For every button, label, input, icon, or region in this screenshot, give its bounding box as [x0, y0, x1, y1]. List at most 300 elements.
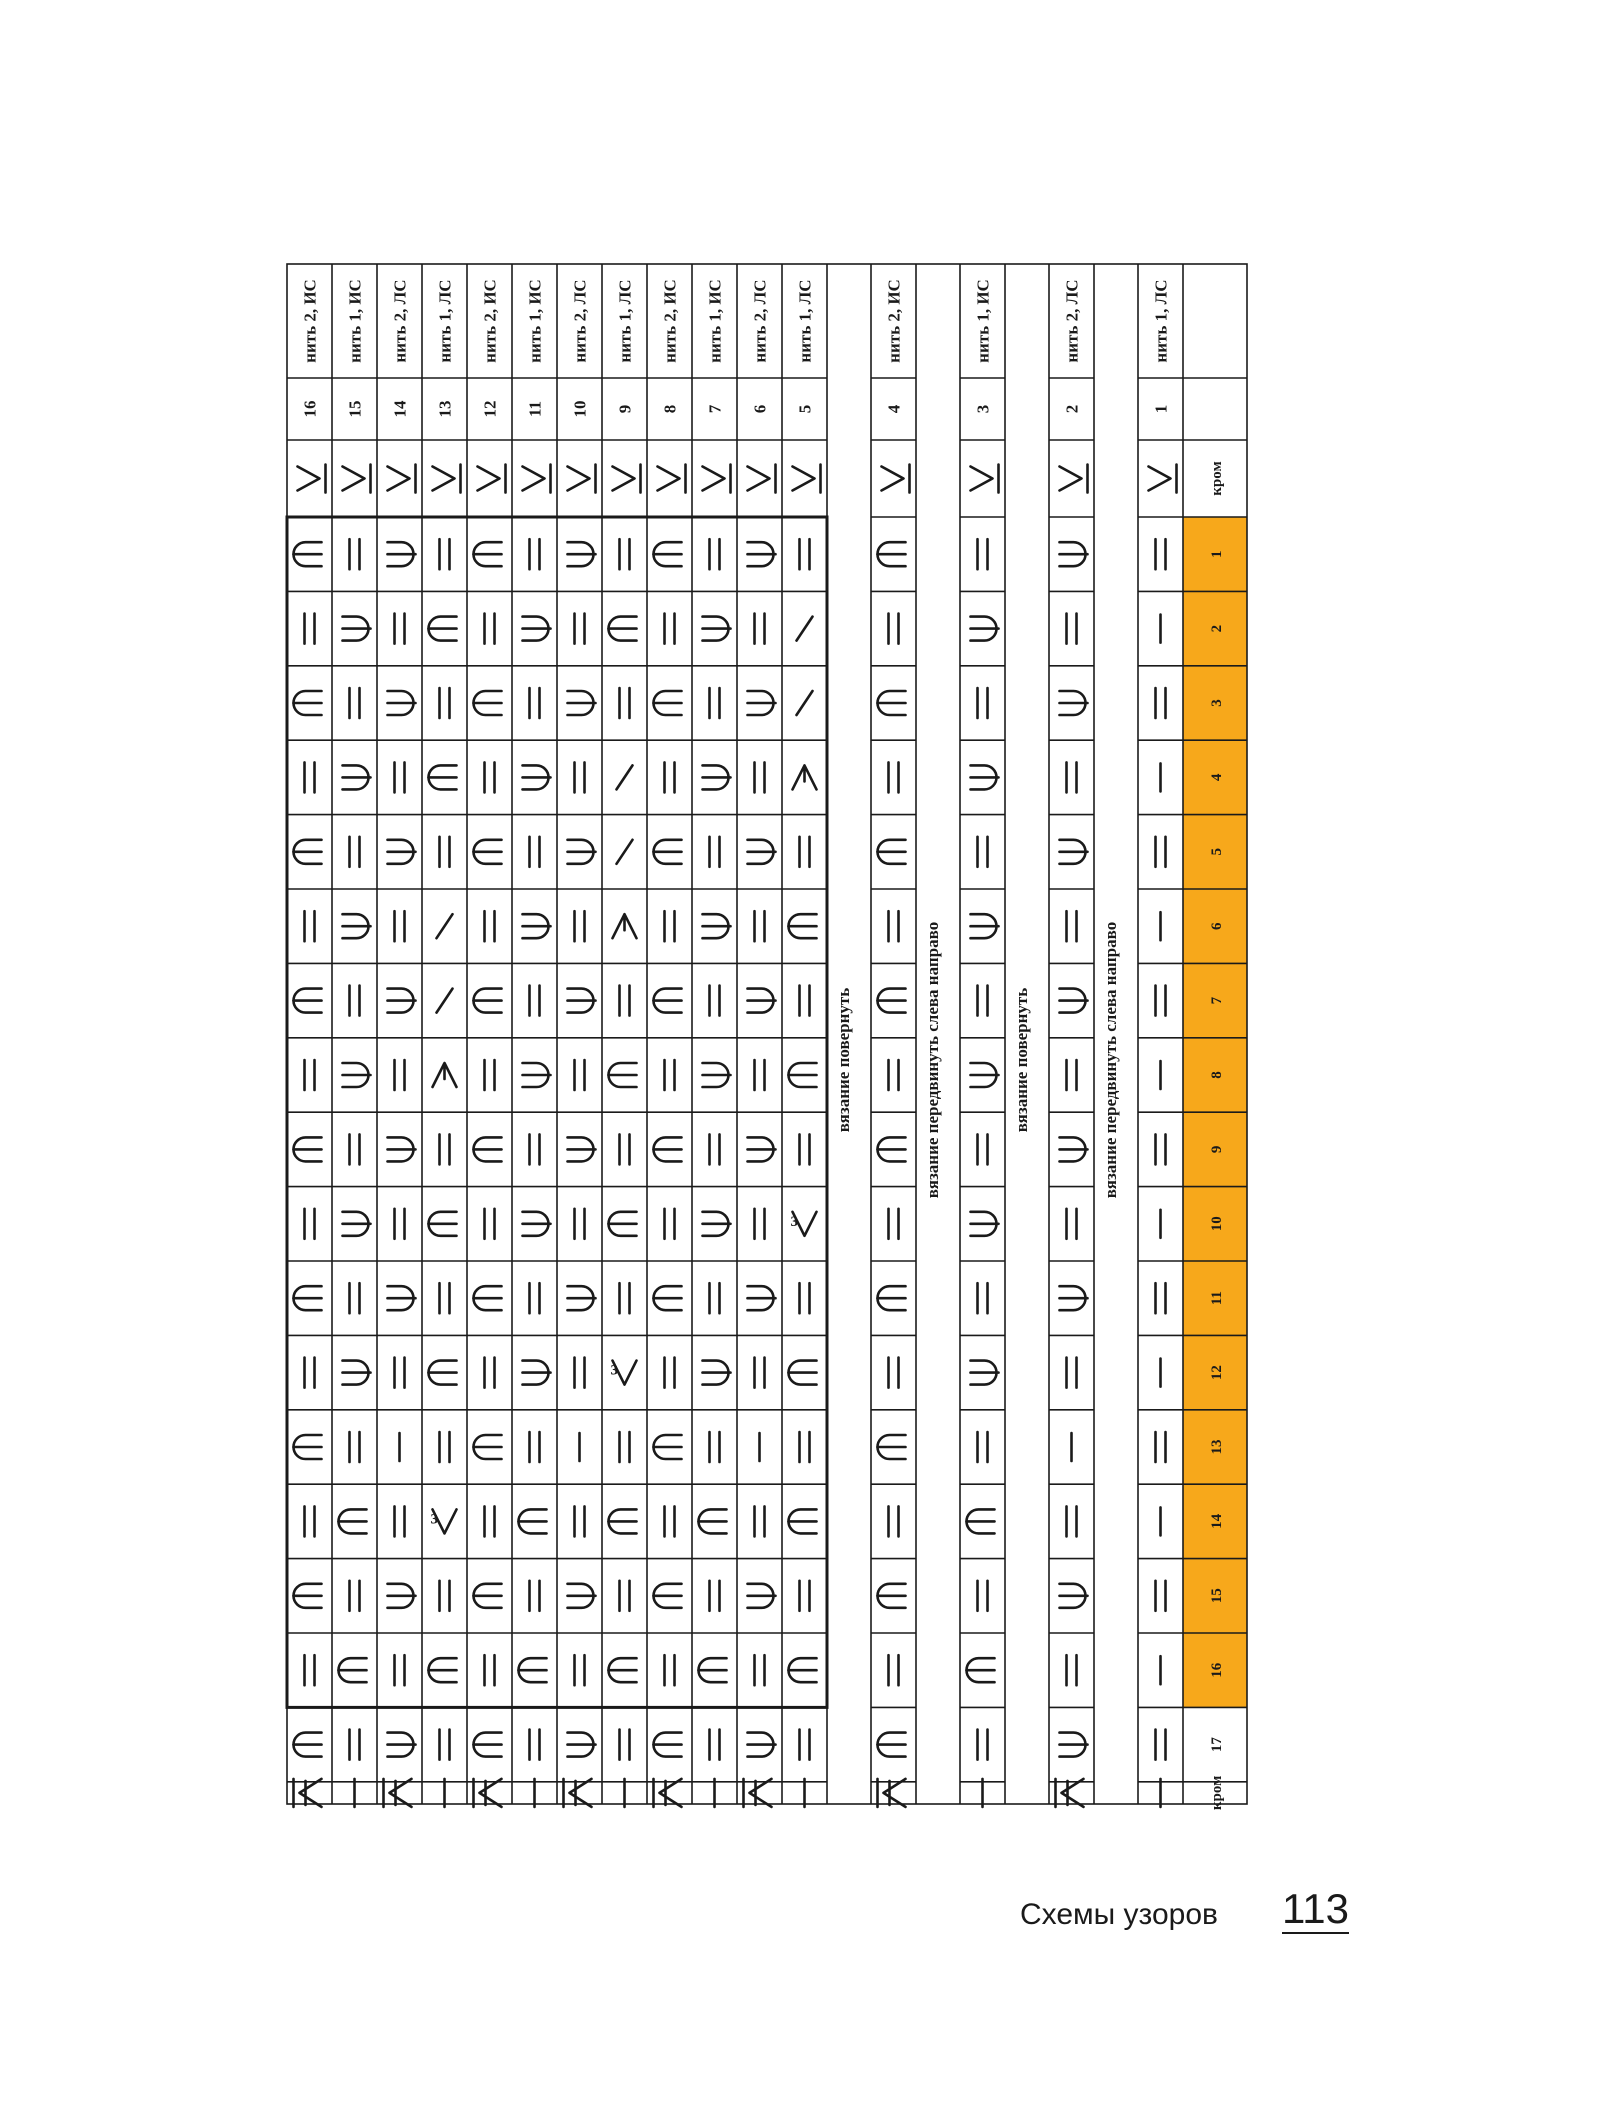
tuck-rib-symbol	[568, 1286, 596, 1310]
increase-symbol	[791, 1212, 817, 1236]
row-number: 12	[480, 400, 500, 418]
knit-symbol	[350, 1581, 360, 1611]
tuck-rib-symbol	[388, 1286, 416, 1310]
tuck-symbol	[878, 840, 906, 864]
knit-symbol	[395, 911, 405, 941]
svg-text:3: 3	[610, 1362, 618, 1379]
knit-symbol	[665, 1358, 675, 1388]
tuck-rib-symbol	[523, 1361, 551, 1385]
tuck-symbol	[429, 617, 457, 641]
tuck-symbol	[878, 1733, 906, 1757]
tuck-rib-symbol	[703, 914, 731, 938]
knit-symbol	[978, 986, 988, 1016]
knit-symbol	[800, 1432, 810, 1462]
row-number: 7	[705, 404, 725, 414]
knit-symbol	[575, 762, 585, 792]
tuck-symbol	[609, 1063, 637, 1087]
row-number: 5	[795, 404, 815, 414]
tuck-rib-symbol	[748, 1584, 776, 1608]
tuck-rib-symbol	[343, 1063, 371, 1087]
chart-grid	[287, 264, 1247, 1810]
tuck-symbol	[294, 1733, 322, 1757]
tuck-symbol	[789, 1063, 817, 1087]
knit-symbol	[978, 1432, 988, 1462]
knit-symbol	[755, 1209, 765, 1239]
tuck-symbol	[654, 1584, 682, 1608]
tuck-rib-symbol	[568, 542, 596, 566]
tuck-symbol	[878, 542, 906, 566]
knit-symbol	[575, 614, 585, 644]
tuck-rib-symbol	[343, 914, 371, 938]
tuck-symbol	[294, 840, 322, 864]
knit-symbol	[710, 1134, 720, 1164]
knit-symbol	[1067, 762, 1077, 792]
knit-symbol	[530, 539, 540, 569]
knit-symbol	[485, 1655, 495, 1685]
tuck-symbol	[654, 1286, 682, 1310]
tuck-rib-symbol	[1060, 691, 1088, 715]
tuck-symbol	[609, 1509, 637, 1533]
knit-symbol	[350, 688, 360, 718]
column-number: 14	[1209, 1513, 1225, 1529]
column-number: 13	[1209, 1439, 1225, 1455]
row-thread-label: нить 1, ИС	[705, 279, 725, 363]
transfer-symbol	[437, 989, 453, 1013]
knit-symbol	[665, 1060, 675, 1090]
tuck-symbol	[654, 1137, 682, 1161]
knit-symbol	[440, 1134, 450, 1164]
knit-symbol	[620, 688, 630, 718]
tuck-rib-symbol	[523, 1212, 551, 1236]
tuck-symbol	[474, 691, 502, 715]
tuck-symbol	[429, 1212, 457, 1236]
row-thread-label: нить 1, ЛС	[615, 279, 635, 363]
tuck-rib-symbol	[971, 617, 999, 641]
tuck-rib-symbol	[388, 691, 416, 715]
knit-symbol	[530, 986, 540, 1016]
tuck-rib-symbol	[971, 1063, 999, 1087]
edge-slip-symbol	[388, 465, 416, 493]
knit-symbol	[575, 1655, 585, 1685]
tuck-symbol	[294, 1584, 322, 1608]
knit-symbol	[485, 911, 495, 941]
row-thread-label: нить 1, ЛС	[435, 279, 455, 363]
row-number: 1	[1151, 404, 1171, 414]
increase-symbol	[611, 1361, 637, 1385]
knit-symbol	[710, 1581, 720, 1611]
tuck-symbol	[789, 1509, 817, 1533]
tuck-symbol	[609, 1212, 637, 1236]
tuck-symbol	[474, 989, 502, 1013]
knit-symbol	[889, 762, 899, 792]
knit-symbol	[575, 911, 585, 941]
knit-symbol	[395, 1209, 405, 1239]
tuck-rib-symbol	[523, 765, 551, 789]
edge-knit-symbol	[474, 1779, 502, 1807]
row-thread-label: нить 1, ИС	[525, 279, 545, 363]
knit-symbol	[440, 837, 450, 867]
knit-symbol	[1067, 911, 1077, 941]
tuck-rib-symbol	[703, 1063, 731, 1087]
knit-symbol	[620, 1581, 630, 1611]
tuck-rib-symbol	[971, 914, 999, 938]
row-thread-label: нить 2, ИС	[300, 279, 320, 363]
edge-label-top: кром	[1209, 461, 1225, 496]
tuck-rib-symbol	[343, 1361, 371, 1385]
tuck-symbol	[429, 765, 457, 789]
knit-symbol	[350, 837, 360, 867]
knit-symbol	[395, 1506, 405, 1536]
tuck-symbol	[294, 1286, 322, 1310]
row-thread-label: нить 1, ЛС	[795, 279, 815, 363]
tuck-rib-symbol	[748, 542, 776, 566]
knit-symbol	[665, 1655, 675, 1685]
knit-symbol	[575, 1060, 585, 1090]
knit-symbol	[305, 1209, 315, 1239]
knit-symbol	[350, 1730, 360, 1760]
row-thread-label: нить 1, ЛС	[1151, 279, 1171, 363]
knit-symbol	[978, 1581, 988, 1611]
column-number: 7	[1209, 996, 1225, 1005]
knit-symbol	[1156, 986, 1166, 1016]
column-number: 8	[1209, 1071, 1225, 1079]
knit-symbol	[395, 1358, 405, 1388]
tuck-rib-symbol	[748, 1286, 776, 1310]
knit-symbol	[305, 911, 315, 941]
row-number: 11	[525, 400, 545, 418]
instruction-note: вязание передвинуть слева направо	[923, 921, 942, 1199]
knit-symbol	[440, 539, 450, 569]
column-number: 9	[1209, 1145, 1225, 1154]
knit-symbol	[305, 762, 315, 792]
tuck-symbol	[474, 840, 502, 864]
decrease-symbol	[793, 765, 817, 789]
tuck-rib-symbol	[971, 1212, 999, 1236]
row-number: 4	[884, 404, 904, 414]
knit-symbol	[1067, 614, 1077, 644]
edge-knit-symbol	[564, 1779, 592, 1807]
row-thread-label: нить 2, ЛС	[570, 279, 590, 363]
column-number: 1	[1209, 550, 1225, 558]
knit-symbol	[395, 614, 405, 644]
tuck-rib-symbol	[568, 691, 596, 715]
tuck-rib-symbol	[1060, 542, 1088, 566]
tuck-rib-symbol	[523, 914, 551, 938]
knit-symbol	[530, 837, 540, 867]
row-number: 13	[435, 400, 455, 418]
knit-symbol	[395, 1655, 405, 1685]
tuck-symbol	[429, 1361, 457, 1385]
tuck-symbol	[294, 691, 322, 715]
knit-symbol	[1067, 1655, 1077, 1685]
tuck-rib-symbol	[523, 617, 551, 641]
knit-symbol	[1067, 1060, 1077, 1090]
knit-symbol	[485, 1060, 495, 1090]
knit-symbol	[889, 1506, 899, 1536]
transfer-symbol	[617, 840, 633, 864]
edge-slip-symbol	[433, 465, 461, 493]
row-number: 8	[660, 404, 680, 414]
knit-symbol	[755, 1358, 765, 1388]
tuck-symbol	[878, 989, 906, 1013]
tuck-symbol	[339, 1509, 367, 1533]
tuck-symbol	[699, 1509, 727, 1533]
tuck-rib-symbol	[568, 840, 596, 864]
knit-symbol	[575, 1358, 585, 1388]
knit-symbol	[440, 1730, 450, 1760]
knit-symbol	[710, 837, 720, 867]
knit-symbol	[665, 1209, 675, 1239]
knit-symbol	[800, 1283, 810, 1313]
knit-symbol	[665, 614, 675, 644]
column-number: 16	[1209, 1662, 1225, 1678]
transfer-symbol	[797, 691, 813, 715]
tuck-rib-symbol	[748, 989, 776, 1013]
row-number: 6	[750, 404, 770, 414]
knit-symbol	[889, 614, 899, 644]
tuck-symbol	[878, 1435, 906, 1459]
column-number: 3	[1209, 699, 1225, 707]
tuck-symbol	[878, 691, 906, 715]
knit-symbol	[800, 1581, 810, 1611]
tuck-symbol	[294, 989, 322, 1013]
knit-symbol	[710, 688, 720, 718]
tuck-symbol	[654, 691, 682, 715]
tuck-symbol	[474, 1137, 502, 1161]
column-number: 15	[1209, 1588, 1225, 1604]
knit-symbol	[978, 1283, 988, 1313]
tuck-symbol	[699, 1658, 727, 1682]
tuck-rib-symbol	[388, 542, 416, 566]
edge-label-bottom: кром	[1209, 1775, 1225, 1811]
knit-symbol	[1156, 1134, 1166, 1164]
knit-symbol	[889, 911, 899, 941]
knit-symbol	[800, 1730, 810, 1760]
tuck-symbol	[474, 1584, 502, 1608]
tuck-symbol	[474, 1435, 502, 1459]
tuck-rib-symbol	[1060, 840, 1088, 864]
svg-text:3: 3	[790, 1213, 798, 1230]
transfer-symbol	[437, 914, 453, 938]
tuck-symbol	[789, 1658, 817, 1682]
row-number: 10	[570, 400, 590, 418]
tuck-rib-symbol	[1060, 989, 1088, 1013]
page-number: 113	[1282, 1885, 1349, 1932]
tuck-symbol	[339, 1658, 367, 1682]
tuck-symbol	[474, 1733, 502, 1757]
row-number: 16	[300, 400, 320, 418]
knit-symbol	[978, 688, 988, 718]
svg-text:3: 3	[430, 1511, 438, 1528]
row-thread-label: нить 1, ИС	[345, 279, 365, 363]
tuck-rib-symbol	[1060, 1733, 1088, 1757]
row-number: 14	[390, 400, 410, 418]
knit-symbol	[485, 1358, 495, 1388]
tuck-symbol	[878, 1584, 906, 1608]
tuck-rib-symbol	[568, 1584, 596, 1608]
tuck-rib-symbol	[388, 1584, 416, 1608]
column-number: 2	[1209, 624, 1225, 633]
knit-symbol	[755, 1506, 765, 1536]
knit-symbol	[1156, 1432, 1166, 1462]
knit-symbol	[1156, 1283, 1166, 1313]
edge-knit-symbol	[1056, 1779, 1084, 1807]
knit-symbol	[755, 911, 765, 941]
knit-symbol	[575, 1506, 585, 1536]
knit-symbol	[800, 837, 810, 867]
knit-symbol	[530, 1581, 540, 1611]
knit-symbol	[800, 539, 810, 569]
knit-symbol	[620, 539, 630, 569]
edge-slip-symbol	[703, 465, 731, 493]
instruction-note: вязание передвинуть слева направо	[1101, 921, 1120, 1199]
tuck-rib-symbol	[703, 1361, 731, 1385]
tuck-rib-symbol	[971, 765, 999, 789]
tuck-symbol	[654, 542, 682, 566]
column-number: 6	[1209, 922, 1225, 930]
tuck-rib-symbol	[388, 1733, 416, 1757]
knit-symbol	[620, 1134, 630, 1164]
knit-symbol	[1156, 1581, 1166, 1611]
knit-symbol	[350, 1432, 360, 1462]
edge-slip-symbol	[1149, 465, 1177, 493]
column-number: 11	[1209, 1291, 1225, 1306]
knit-symbol	[710, 1730, 720, 1760]
tuck-symbol	[878, 1137, 906, 1161]
tuck-rib-symbol	[748, 840, 776, 864]
edge-slip-symbol	[882, 465, 910, 493]
tuck-rib-symbol	[343, 617, 371, 641]
knit-symbol	[978, 837, 988, 867]
knit-symbol	[1156, 1730, 1166, 1760]
knit-symbol	[1067, 1209, 1077, 1239]
tuck-rib-symbol	[703, 765, 731, 789]
knit-symbol	[1156, 539, 1166, 569]
tuck-symbol	[789, 914, 817, 938]
tuck-symbol	[609, 617, 637, 641]
knit-symbol	[710, 539, 720, 569]
knit-symbol	[530, 1730, 540, 1760]
knit-symbol	[889, 1060, 899, 1090]
knit-symbol	[978, 539, 988, 569]
tuck-rib-symbol	[748, 1733, 776, 1757]
edge-slip-symbol	[568, 465, 596, 493]
knit-symbol	[710, 1432, 720, 1462]
tuck-rib-symbol	[388, 840, 416, 864]
column-number: 5	[1209, 848, 1225, 856]
knit-symbol	[485, 762, 495, 792]
knit-symbol	[620, 1432, 630, 1462]
instruction-note: вязание повернуть	[1012, 987, 1031, 1133]
column-number: 10	[1209, 1216, 1225, 1232]
knit-symbol	[440, 688, 450, 718]
knit-symbol	[1067, 1358, 1077, 1388]
tuck-symbol	[519, 1509, 547, 1533]
instruction-note: вязание повернуть	[834, 987, 853, 1133]
row-thread-label: нить 2, ЛС	[750, 279, 770, 363]
knit-symbol	[485, 1506, 495, 1536]
edge-slip-symbol	[478, 465, 506, 493]
tuck-rib-symbol	[748, 691, 776, 715]
edge-knit-symbol	[878, 1779, 906, 1807]
edge-slip-symbol	[613, 465, 641, 493]
knit-symbol	[665, 911, 675, 941]
knit-symbol	[710, 1283, 720, 1313]
row-number: 9	[615, 404, 635, 414]
tuck-symbol	[654, 840, 682, 864]
edge-slip-symbol	[1060, 465, 1088, 493]
row-thread-label: нить 2, ИС	[660, 279, 680, 363]
knit-symbol	[620, 1283, 630, 1313]
edge-knit-symbol	[384, 1779, 412, 1807]
tuck-rib-symbol	[568, 1137, 596, 1161]
knit-symbol	[305, 1358, 315, 1388]
knit-symbol	[665, 1506, 675, 1536]
tuck-rib-symbol	[971, 1361, 999, 1385]
knit-symbol	[1067, 1506, 1077, 1536]
knit-symbol	[620, 986, 630, 1016]
knit-symbol	[530, 688, 540, 718]
tuck-rib-symbol	[343, 1212, 371, 1236]
tuck-symbol	[519, 1658, 547, 1682]
transfer-symbol	[617, 765, 633, 789]
knit-symbol	[1156, 837, 1166, 867]
row-number: 2	[1062, 404, 1082, 414]
knit-symbol	[530, 1283, 540, 1313]
tuck-rib-symbol	[568, 1733, 596, 1757]
knit-symbol	[305, 1060, 315, 1090]
edge-slip-symbol	[658, 465, 686, 493]
knit-symbol	[710, 986, 720, 1016]
knit-symbol	[755, 1655, 765, 1685]
knit-symbol	[305, 614, 315, 644]
tuck-rib-symbol	[1060, 1286, 1088, 1310]
knit-symbol	[440, 1432, 450, 1462]
knit-symbol	[889, 1655, 899, 1685]
knit-symbol	[800, 1134, 810, 1164]
knit-symbol	[978, 1134, 988, 1164]
knit-symbol	[350, 986, 360, 1016]
knit-symbol	[755, 762, 765, 792]
knit-symbol	[889, 1358, 899, 1388]
knit-symbol	[395, 762, 405, 792]
knit-symbol	[1156, 688, 1166, 718]
column-number: 17	[1209, 1737, 1225, 1753]
tuck-symbol	[609, 1658, 637, 1682]
tuck-rib-symbol	[523, 1063, 551, 1087]
tuck-symbol	[654, 1435, 682, 1459]
row-thread-label: нить 2, ИС	[884, 279, 904, 363]
tuck-symbol	[474, 1286, 502, 1310]
edge-slip-symbol	[971, 465, 999, 493]
knit-symbol	[440, 1283, 450, 1313]
tuck-symbol	[654, 989, 682, 1013]
tuck-symbol	[878, 1286, 906, 1310]
tuck-symbol	[967, 1658, 995, 1682]
knit-symbol	[755, 1060, 765, 1090]
decrease-symbol	[433, 1063, 457, 1087]
tuck-rib-symbol	[388, 989, 416, 1013]
edge-slip-symbol	[748, 465, 776, 493]
section-title: Схемы узоров	[1020, 1898, 1218, 1931]
tuck-rib-symbol	[1060, 1137, 1088, 1161]
edge-slip-symbol	[523, 465, 551, 493]
tuck-symbol	[294, 1137, 322, 1161]
transfer-symbol	[797, 617, 813, 641]
knit-symbol	[350, 539, 360, 569]
tuck-symbol	[967, 1509, 995, 1533]
tuck-rib-symbol	[1060, 1584, 1088, 1608]
